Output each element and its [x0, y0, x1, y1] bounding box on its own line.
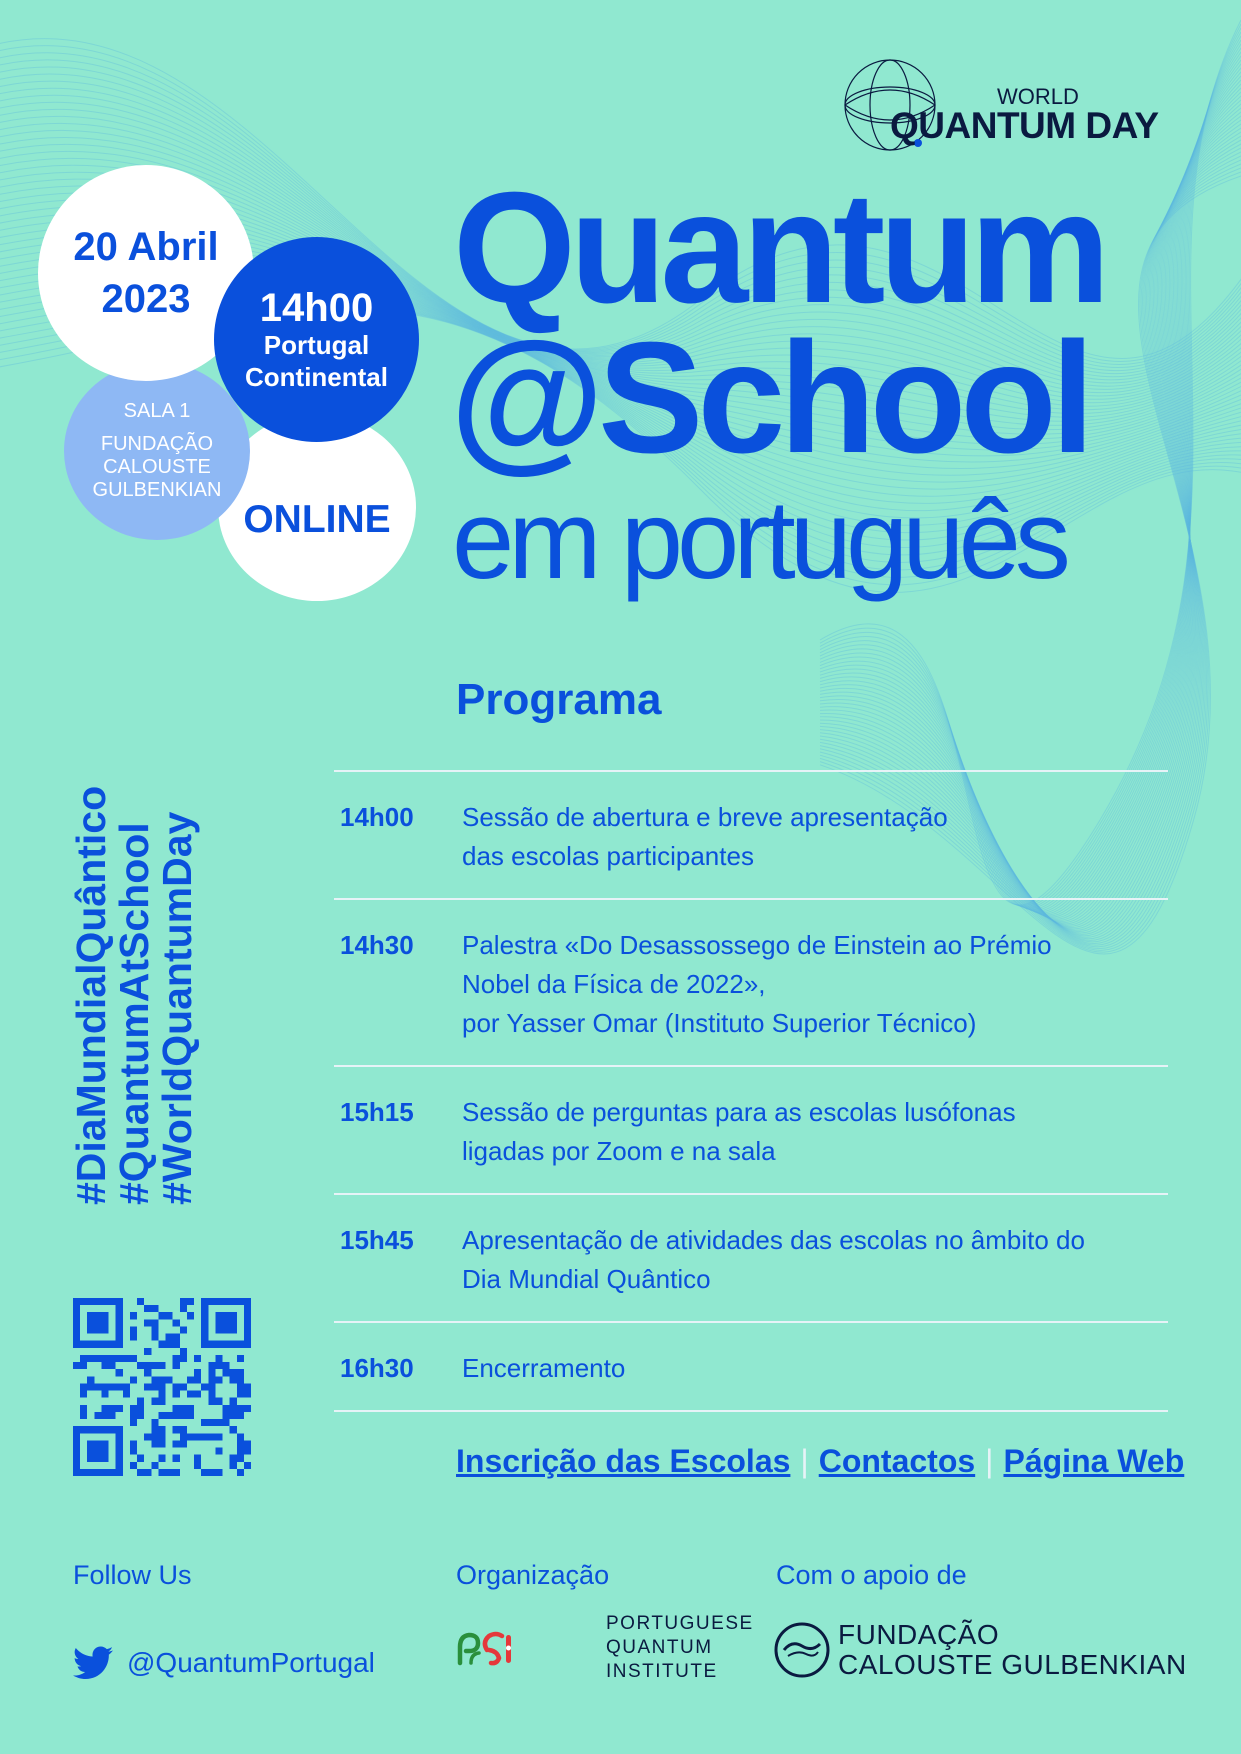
- school-registration-link[interactable]: Inscrição das Escolas: [456, 1443, 791, 1479]
- pqi-text-line: QUANTUM: [606, 1637, 713, 1658]
- support-label: Com o apoio de: [776, 1560, 967, 1590]
- web-page-link[interactable]: Página Web: [1003, 1443, 1185, 1479]
- start-time: 14h00: [259, 285, 374, 330]
- venue-line: CALOUSTE: [103, 456, 211, 478]
- follow-us-label: Follow Us: [73, 1560, 192, 1590]
- online-label: ONLINE: [243, 498, 391, 541]
- program-description-line: Sessão de abertura e breve apresentação: [462, 802, 948, 832]
- program-description-line: Palestra «Do Desassossego de Einstein ao Prémio: [462, 930, 1052, 960]
- venue-line: FUNDAÇÃO: [100, 433, 214, 455]
- qr-code-icon[interactable]: [73, 1298, 251, 1476]
- gulbenkian-logo-text: [838, 1620, 1187, 1680]
- links-row: [456, 1443, 1184, 1480]
- world-label: WORLD: [997, 84, 1079, 109]
- title-at-school: @School: [450, 310, 1089, 486]
- pqi-text-line: PORTUGUESE: [606, 1613, 754, 1634]
- program-description-line: Encerramento: [462, 1353, 626, 1383]
- program-description-line: ligadas por Zoom e na sala: [462, 1136, 776, 1166]
- time-zone-line: Portugal: [263, 329, 370, 360]
- program-description: [462, 926, 1052, 1043]
- title-em-portugues: em português: [452, 477, 1065, 602]
- program-heading: Programa: [456, 675, 662, 724]
- link-separator: |: [800, 1443, 809, 1479]
- gulbenkian-text-line: FUNDAÇÃO: [838, 1619, 1000, 1650]
- program-time: 14h30: [340, 930, 414, 960]
- program-time: 15h45: [340, 1225, 414, 1255]
- pqi-logo-text: [606, 1612, 754, 1684]
- venue-circle: [64, 362, 250, 540]
- organization-label: Organização: [456, 1560, 610, 1590]
- program-description-line: Apresentação de atividades das escolas no âmbito do: [462, 1225, 1085, 1255]
- hashtags: [70, 765, 220, 1205]
- program-schedule: [334, 770, 1168, 1412]
- program-time: 14h00: [340, 802, 414, 832]
- program-time: 15h15: [340, 1097, 414, 1127]
- gulbenkian-logo-icon: [772, 1620, 832, 1680]
- program-description-line: Sessão de perguntas para as escolas lusófonas: [462, 1097, 1016, 1127]
- link-separator: |: [985, 1443, 994, 1479]
- hashtag: #DiaMundialQuântico: [68, 785, 114, 1205]
- quantum-day-label: QUANTUM DAY: [890, 105, 1159, 146]
- gulbenkian-text-line: CALOUSTE GULBENKIAN: [838, 1649, 1187, 1680]
- twitter-handle: @QuantumPortugal: [127, 1647, 375, 1678]
- program-description: [462, 1093, 1016, 1171]
- hashtag: #QuantumAtSchool: [111, 822, 157, 1205]
- time-zone-line: Continental: [245, 361, 388, 392]
- time-circle: [214, 237, 419, 442]
- twitter-bird-icon: [73, 1646, 113, 1680]
- venue-line: GULBENKIAN: [92, 479, 222, 501]
- program-row: [334, 1065, 1168, 1193]
- program-time: 16h30: [340, 1353, 414, 1383]
- program-description-line: Nobel da Física de 2022»,: [462, 969, 766, 999]
- pqi-text-line: INSTITUTE: [606, 1661, 718, 1682]
- program-description: [462, 1349, 625, 1388]
- date-day-month: 20 Abril: [73, 225, 219, 269]
- contacts-link[interactable]: Contactos: [818, 1443, 976, 1479]
- program-description: [462, 798, 948, 876]
- program-row: [334, 1193, 1168, 1321]
- pqi-logo-icon: [456, 1612, 596, 1684]
- program-row: [334, 770, 1168, 898]
- program-row: [334, 1321, 1168, 1412]
- program-description-line: por Yasser Omar (Instituto Superior Técnico): [462, 1008, 977, 1038]
- title-quantum: Quantum: [453, 160, 1105, 336]
- program-description-line: Dia Mundial Quântico: [462, 1264, 711, 1294]
- hashtag: #WorldQuantumDay: [154, 811, 200, 1205]
- program-description-line: das escolas participantes: [462, 841, 754, 871]
- date-year: 2023: [101, 277, 191, 321]
- program-row: [334, 898, 1168, 1065]
- venue-room: SALA 1: [123, 400, 191, 422]
- twitter-handle-link[interactable]: [73, 1646, 375, 1680]
- program-description: [462, 1221, 1085, 1299]
